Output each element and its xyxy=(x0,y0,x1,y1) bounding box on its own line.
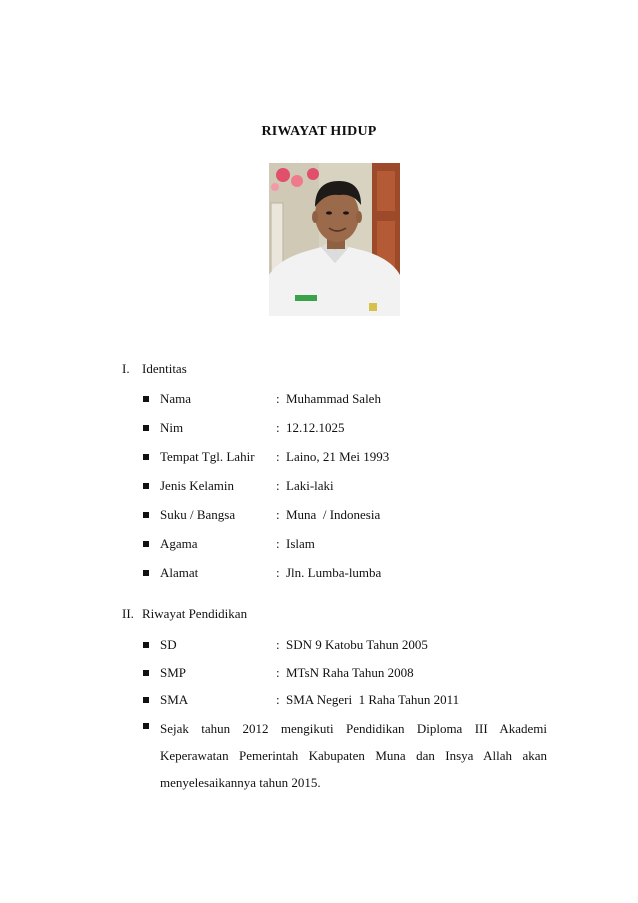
list-item-sd xyxy=(143,637,563,655)
portrait-photo-icon xyxy=(269,163,400,316)
list-item-alamat xyxy=(143,565,563,583)
field-label: Nim xyxy=(160,420,184,435)
bullet-icon xyxy=(143,642,149,648)
field-label: Agama xyxy=(160,536,198,551)
list-item-nim xyxy=(143,420,563,438)
photo-decor-4 xyxy=(271,183,279,191)
list-item-nama xyxy=(143,391,563,409)
field-label: Tempat Tgl. Lahir xyxy=(160,449,255,464)
bullet-icon xyxy=(143,425,149,431)
field-colon: : xyxy=(276,665,280,680)
photo-eye-left xyxy=(326,211,332,214)
field-colon: : xyxy=(276,449,280,464)
bullet-icon xyxy=(143,670,149,676)
field-value: Muna / Indonesia xyxy=(286,507,381,522)
list-item-tempat-tgl-lahir xyxy=(143,449,563,467)
field-label: Alamat xyxy=(160,565,199,580)
field-colon: : xyxy=(276,692,280,707)
field-value: Jln. Lumba-lumba xyxy=(286,565,382,580)
section-heading-riwayat-pendidikan xyxy=(122,606,247,622)
photo-name-badge xyxy=(295,295,317,301)
field-label: Nama xyxy=(160,391,192,406)
field-colon: : xyxy=(276,478,280,493)
photo-decor-3 xyxy=(307,168,319,180)
photo-ear-left xyxy=(312,211,318,223)
bullet-icon xyxy=(143,570,149,576)
bullet-icon xyxy=(143,512,149,518)
section-number: I. xyxy=(122,361,130,376)
list-item-diploma xyxy=(143,717,547,796)
field-label: Jenis Kelamin xyxy=(160,478,235,493)
field-value: MTsN Raha Tahun 2008 xyxy=(286,665,414,680)
field-value: Laino, 21 Mei 1993 xyxy=(286,449,390,464)
section-heading-identitas xyxy=(122,361,187,377)
photo-decor-2 xyxy=(291,175,303,187)
list-item-jenis-kelamin xyxy=(143,478,563,496)
field-colon: : xyxy=(276,507,280,522)
section-title: Identitas xyxy=(142,361,187,376)
paragraph-text: Sejak tahun 2012 mengikuti Pendidikan Diploma III Akademi Keperawatan Pemerintah Kabupaten Muna dan Insya Allah akan menyelesaikannya tahun 2015. xyxy=(160,721,547,790)
list-item-agama xyxy=(143,536,563,554)
list-item-sma xyxy=(143,692,563,710)
field-value: Muhammad Saleh xyxy=(286,391,381,406)
section-title: Riwayat Pendidikan xyxy=(142,606,248,621)
field-label: SMA xyxy=(160,692,189,707)
page-title: RIWAYAT HIDUP xyxy=(261,124,377,139)
field-value: SDN 9 Katobu Tahun 2005 xyxy=(286,637,428,652)
field-label: SD xyxy=(160,637,177,652)
bullet-icon xyxy=(143,396,149,402)
field-colon: : xyxy=(276,536,280,551)
field-value: Laki-laki xyxy=(286,478,334,493)
photo-decor-1 xyxy=(276,168,290,182)
bullet-icon xyxy=(143,723,149,729)
bullet-icon xyxy=(143,454,149,460)
portrait-photo xyxy=(269,163,400,316)
bullet-icon xyxy=(143,483,149,489)
photo-door-panel xyxy=(377,171,395,211)
field-value: 12.12.1025 xyxy=(286,420,345,435)
list-item-suku-bangsa xyxy=(143,507,563,525)
field-value: Islam xyxy=(286,536,315,551)
field-colon: : xyxy=(276,391,280,406)
photo-eye-right xyxy=(343,211,349,214)
section-number: II. xyxy=(122,606,134,621)
field-colon: : xyxy=(276,420,280,435)
field-colon: : xyxy=(276,565,280,580)
bullet-icon xyxy=(143,541,149,547)
field-value: SMA Negeri 1 Raha Tahun 2011 xyxy=(286,692,460,707)
field-colon: : xyxy=(276,637,280,652)
photo-ear-right xyxy=(356,211,362,223)
photo-pin xyxy=(369,303,377,311)
list-item-smp xyxy=(143,665,563,683)
bullet-icon xyxy=(143,697,149,703)
field-label: SMP xyxy=(160,665,187,680)
field-label: Suku / Bangsa xyxy=(160,507,236,522)
photo-window xyxy=(271,203,283,273)
